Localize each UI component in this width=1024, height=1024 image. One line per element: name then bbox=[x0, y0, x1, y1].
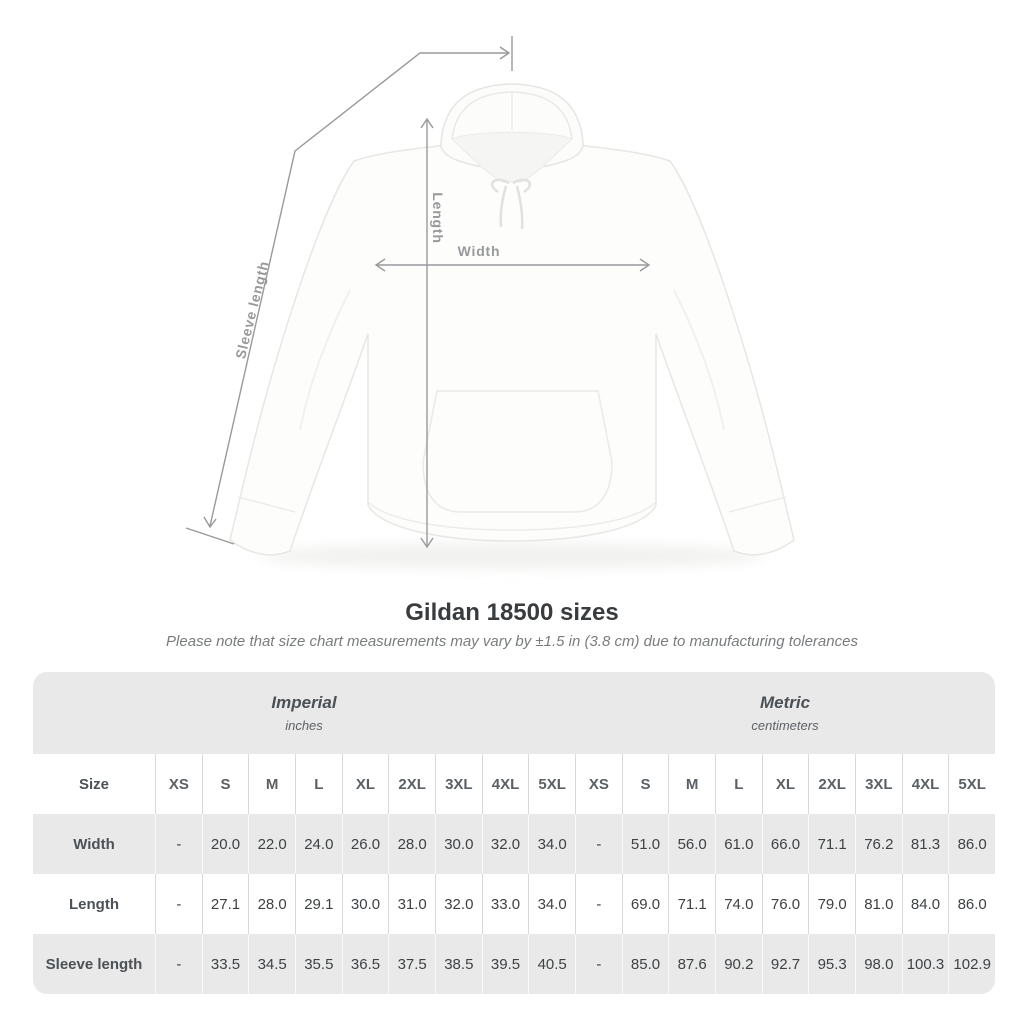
table-cell: 74.0 bbox=[715, 874, 762, 934]
table-cell: 26.0 bbox=[342, 814, 389, 874]
size-header-cell: S bbox=[202, 754, 249, 814]
table-cell: 69.0 bbox=[622, 874, 669, 934]
table-cell: 40.5 bbox=[528, 934, 575, 994]
table-cell: 66.0 bbox=[762, 814, 809, 874]
metric-group-header bbox=[575, 672, 995, 754]
page-title: Gildan 18500 sizes bbox=[405, 599, 619, 626]
table-cell: - bbox=[575, 934, 622, 994]
size-header-cell: XS bbox=[575, 754, 622, 814]
table-cell: 81.0 bbox=[855, 874, 902, 934]
sleeve-dimension-label: Sleeve length bbox=[232, 258, 272, 361]
table-cell: 30.0 bbox=[435, 814, 482, 874]
table-cell: - bbox=[575, 814, 622, 874]
table-cell: 71.1 bbox=[668, 874, 715, 934]
size-header-cell: XL bbox=[342, 754, 389, 814]
table-cell: 33.5 bbox=[202, 934, 249, 994]
table-cell: 39.5 bbox=[482, 934, 529, 994]
table-cell: - bbox=[155, 814, 202, 874]
tolerance-note: Please note that size chart measurements may vary by ±1.5 in (3.8 cm) due to manufacturing tolerances bbox=[166, 633, 858, 650]
row-header: Length bbox=[69, 895, 119, 913]
table-cell: 98.0 bbox=[855, 934, 902, 994]
size-header-cell: 2XL bbox=[388, 754, 435, 814]
size-header-cell: M bbox=[248, 754, 295, 814]
size-header-cell: 2XL bbox=[808, 754, 855, 814]
table-cell: 34.5 bbox=[248, 934, 295, 994]
table-cell: 20.0 bbox=[202, 814, 249, 874]
size-column-header: Size bbox=[78, 775, 109, 793]
table-cell: 92.7 bbox=[762, 934, 809, 994]
table-cell: 27.1 bbox=[202, 874, 249, 934]
table-cell: 30.0 bbox=[342, 874, 389, 934]
table-cell: 76.2 bbox=[855, 814, 902, 874]
table-cell: 90.2 bbox=[715, 934, 762, 994]
size-header-cell: M bbox=[668, 754, 715, 814]
table-cell: 81.3 bbox=[902, 814, 949, 874]
size-header-cell: L bbox=[295, 754, 342, 814]
table-cell: 76.0 bbox=[762, 874, 809, 934]
size-header-cell: 3XL bbox=[435, 754, 482, 814]
table-row-length bbox=[33, 874, 995, 934]
table-cell: 38.5 bbox=[435, 934, 482, 994]
table-cell: 32.0 bbox=[435, 874, 482, 934]
table-cell: 86.0 bbox=[948, 874, 995, 934]
table-cell: 34.0 bbox=[528, 874, 575, 934]
table-cell: 86.0 bbox=[948, 814, 995, 874]
table-cell: 31.0 bbox=[388, 874, 435, 934]
table-cell: - bbox=[575, 874, 622, 934]
size-header-cell: 4XL bbox=[482, 754, 529, 814]
table-cell: 36.5 bbox=[342, 934, 389, 994]
width-dimension-label: Width bbox=[457, 243, 501, 259]
row-header: Sleeve length bbox=[45, 955, 143, 973]
table-cell: 28.0 bbox=[388, 814, 435, 874]
imperial-group-header bbox=[33, 672, 575, 754]
table-cell: 37.5 bbox=[388, 934, 435, 994]
table-cell: 35.5 bbox=[295, 934, 342, 994]
imperial-label: Imperial bbox=[271, 693, 337, 712]
metric-unit: centimeters bbox=[751, 718, 819, 733]
size-header-cell: XS bbox=[155, 754, 202, 814]
table-cell: 33.0 bbox=[482, 874, 529, 934]
row-header: Width bbox=[73, 835, 115, 853]
table-cell: 61.0 bbox=[715, 814, 762, 874]
unit-group-header-row bbox=[33, 672, 995, 754]
table-cell: - bbox=[155, 874, 202, 934]
table-cell: 34.0 bbox=[528, 814, 575, 874]
table-row-sleeve-length bbox=[33, 934, 995, 994]
table-cell: 32.0 bbox=[482, 814, 529, 874]
table-cell: 22.0 bbox=[248, 814, 295, 874]
hoodie-shadow bbox=[260, 543, 764, 569]
size-header-row bbox=[33, 754, 995, 814]
size-header-cell: 5XL bbox=[528, 754, 575, 814]
size-header-cell: L bbox=[715, 754, 762, 814]
size-header-cell: 5XL bbox=[948, 754, 995, 814]
table-cell: 95.3 bbox=[808, 934, 855, 994]
size-header-cell: S bbox=[622, 754, 669, 814]
table-cell: 84.0 bbox=[902, 874, 949, 934]
table-cell: - bbox=[155, 934, 202, 994]
table-cell: 28.0 bbox=[248, 874, 295, 934]
size-header-cell: 3XL bbox=[855, 754, 902, 814]
hoodie-image bbox=[230, 84, 794, 555]
table-cell: 87.6 bbox=[668, 934, 715, 994]
table-row-width bbox=[33, 814, 995, 874]
size-header-cell: 4XL bbox=[902, 754, 949, 814]
metric-label: Metric bbox=[759, 693, 811, 712]
table-cell: 29.1 bbox=[295, 874, 342, 934]
table-cell: 79.0 bbox=[808, 874, 855, 934]
table-cell: 51.0 bbox=[622, 814, 669, 874]
table-cell: 102.9 bbox=[948, 934, 995, 994]
table-cell: 100.3 bbox=[902, 934, 949, 994]
length-dimension-label: Length bbox=[430, 192, 446, 244]
table-cell: 71.1 bbox=[808, 814, 855, 874]
table-cell: 24.0 bbox=[295, 814, 342, 874]
imperial-unit: inches bbox=[285, 718, 323, 733]
size-table bbox=[33, 672, 995, 994]
table-cell: 85.0 bbox=[622, 934, 669, 994]
size-header-cell: XL bbox=[762, 754, 809, 814]
table-cell: 56.0 bbox=[668, 814, 715, 874]
